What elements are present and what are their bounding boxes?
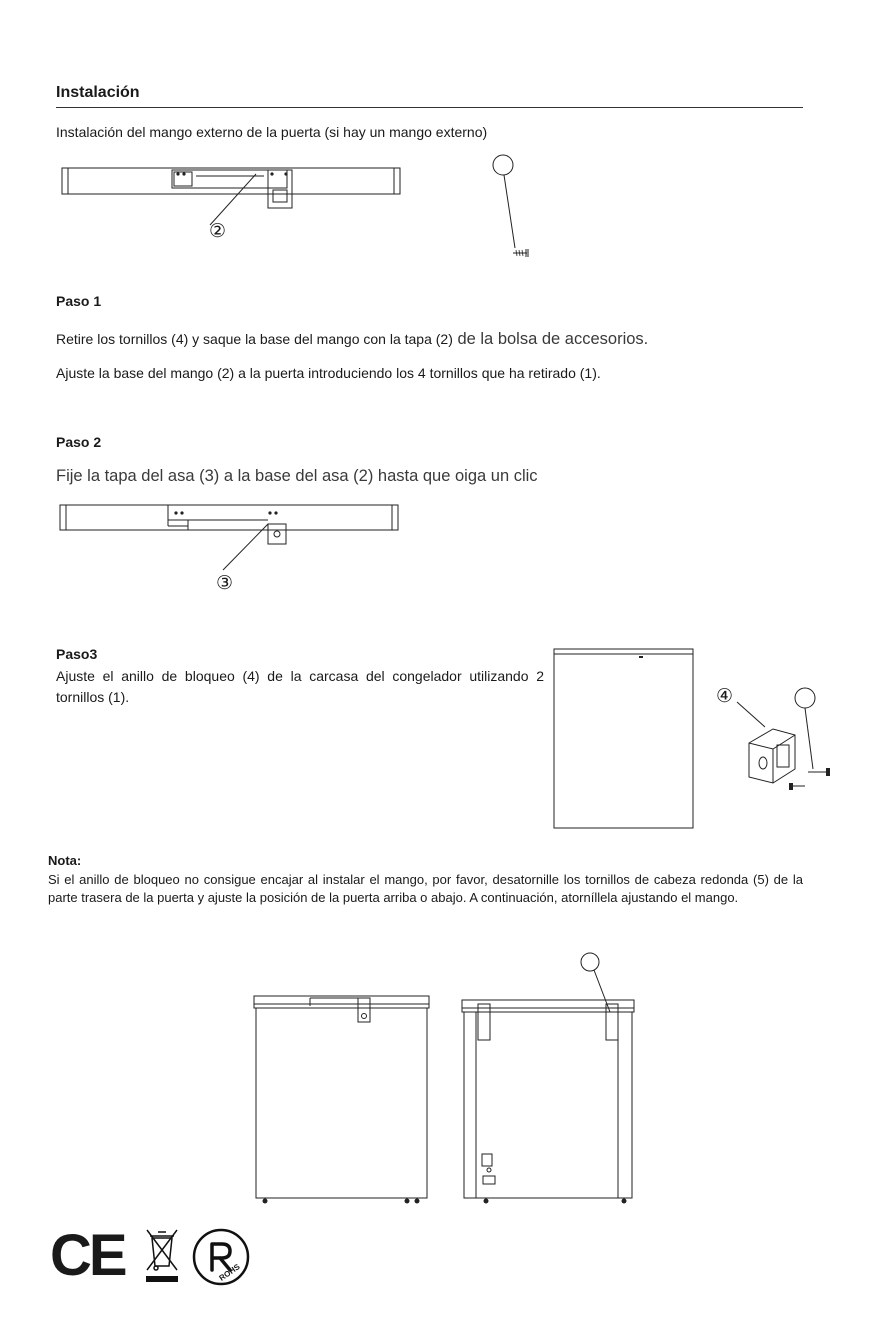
step3-text: Ajuste el anillo de bloqueo (4) de la carcasa del congelador utilizando 2 tornillos (1).: [56, 668, 544, 705]
step1-line2: Ajuste la base del mango (2) a la puerta introduciendo los 4 tornillos que ha retirado (1).: [56, 365, 601, 381]
ce-mark-logo: [50, 1223, 125, 1288]
note-heading: Nota:: [48, 853, 82, 868]
step1-line1: [56, 330, 648, 348]
freezer-back-view-figure: [458, 950, 643, 1210]
step3-callout: ④: [716, 686, 734, 707]
rohs-logo: [192, 1228, 250, 1286]
lock-ring-figure: [725, 685, 840, 800]
step1-heading: Paso 1: [56, 293, 102, 309]
screw-icon: [490, 152, 540, 262]
rohs-text: ROHS: [217, 1262, 242, 1283]
page-title: Instalación: [56, 84, 140, 101]
ce-mark-text: CE: [50, 1223, 125, 1288]
step3-heading: Paso3: [56, 646, 98, 662]
handle-cover-figure: [58, 502, 403, 572]
step2-text: Fije la tapa del asa (3) a la base del asa (2) hasta que oiga un clic: [56, 467, 538, 485]
intro-text: Instalación del mango externo de la puerta (si hay un mango externo): [56, 124, 488, 140]
step2-callout: ③: [216, 573, 234, 594]
step1-line1-b: de la bolsa de accesorios.: [452, 330, 649, 348]
step2-heading: Paso 2: [56, 434, 102, 450]
note-text: Si el anillo de bloqueo no consigue encajar al instalar el mango, por favor, desatornille los tornillos de cabeza redonda (5) de la parte trasera de la puerta y ajuste la posición de la puerta arriba o abajo. A continuación, atorníllela ajustando el mango.: [48, 872, 803, 905]
weee-bin-icon: [142, 1226, 182, 1284]
freezer-front-panel-figure: [553, 648, 695, 830]
step1-line1-a: Retire los tornillos (4) y saque la base del mango con la tapa (2): [56, 331, 453, 347]
title-divider: [56, 107, 803, 108]
figure1-callout: ②: [209, 221, 227, 242]
freezer-front-view-figure: [250, 990, 435, 1205]
handle-base-figure: [60, 160, 410, 250]
